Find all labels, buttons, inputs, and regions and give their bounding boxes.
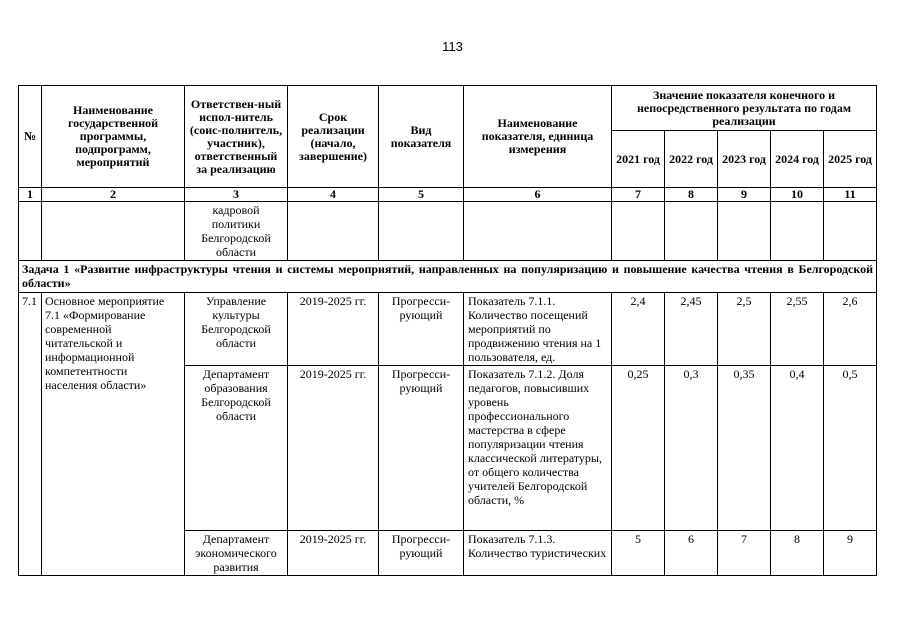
- responsible-cell: Управление культуры Белгородской области: [185, 293, 288, 366]
- task-row: [19, 261, 877, 293]
- column-number: 10: [771, 188, 824, 202]
- period-cell: 2019-2025 гг.: [288, 293, 379, 366]
- header-year: 2024 год: [771, 131, 824, 188]
- value-cell: 8: [771, 531, 824, 576]
- column-number: 2: [42, 188, 185, 202]
- responsible-cell: кадровой политики Белгородской области: [185, 202, 288, 261]
- column-number: 8: [665, 188, 718, 202]
- column-number: 3: [185, 188, 288, 202]
- indicator-cell: Показатель 7.1.1. Количество посещений мероприятий по продвижению чтения на 1 пользователя, ед.: [464, 293, 612, 366]
- value-cell: 0,5: [824, 366, 877, 531]
- type-cell: Прогресси-рующий: [379, 293, 464, 366]
- header-year: 2023 год: [718, 131, 771, 188]
- column-number: 6: [464, 188, 612, 202]
- column-number: 7: [612, 188, 665, 202]
- value-cell: 6: [665, 531, 718, 576]
- header-period: Срок реализации (начало, завершение): [288, 86, 379, 188]
- indicator-cell: Показатель 7.1.3. Количество туристических: [464, 531, 612, 576]
- continuation-row: [19, 202, 877, 261]
- header-year: 2025 год: [824, 131, 877, 188]
- responsible-cell: Департамент образования Белгородской области: [185, 366, 288, 531]
- header-row: [19, 86, 877, 131]
- header-program: Наименование государственной программы, подпрограмм, мероприятий: [42, 86, 185, 188]
- column-number: 5: [379, 188, 464, 202]
- header-year: 2021 год: [612, 131, 665, 188]
- indicator-cell: Показатель 7.1.2. Доля педагогов, повысивших уровень профессионального мастерства в сфере популяризации чтения классической литературы, от общего количества учителей Белгородской области, %: [464, 366, 612, 531]
- header-type: Вид показателя: [379, 86, 464, 188]
- indicators-table: [18, 85, 877, 576]
- value-cell: 2,55: [771, 293, 824, 366]
- period-cell: 2019-2025 гг.: [288, 531, 379, 576]
- responsible-cell: Департамент экономического развития: [185, 531, 288, 576]
- value-cell: 9: [824, 531, 877, 576]
- value-cell: 2,4: [612, 293, 665, 366]
- page-number: 113: [442, 39, 463, 54]
- column-numbers-row: [19, 188, 877, 202]
- column-number: 4: [288, 188, 379, 202]
- header-no: №: [19, 86, 42, 188]
- value-cell: 0,3: [665, 366, 718, 531]
- column-number: 11: [824, 188, 877, 202]
- header-responsible: Ответствен-ный испол-нитель (соис-полнитель, участник), ответственный за реализацию: [185, 86, 288, 188]
- value-cell: 7: [718, 531, 771, 576]
- measure-number: 7.1: [19, 293, 42, 576]
- value-cell: 5: [612, 531, 665, 576]
- value-cell: 0,4: [771, 366, 824, 531]
- table-row: [19, 293, 877, 366]
- task-title: Задача 1 «Развитие инфраструктуры чтения и системы мероприятий, направленных на популяризацию и повышение качества чтения в Белгородской области»: [19, 261, 877, 293]
- type-cell: Прогресси-рующий: [379, 531, 464, 576]
- measure-name: Основное мероприятие 7.1 «Формирование современной читательской и информационной компетентности населения области»: [42, 293, 185, 576]
- type-cell: Прогресси-рующий: [379, 366, 464, 531]
- value-cell: 2,45: [665, 293, 718, 366]
- value-cell: 0,25: [612, 366, 665, 531]
- column-number: 9: [718, 188, 771, 202]
- value-cell: 0,35: [718, 366, 771, 531]
- header-indicator: Наименование показателя, единица измерения: [464, 86, 612, 188]
- header-year: 2022 год: [665, 131, 718, 188]
- header-values-group: Значение показателя конечного и непосредственного результата по годам реализации: [612, 86, 877, 131]
- value-cell: 2,6: [824, 293, 877, 366]
- value-cell: 2,5: [718, 293, 771, 366]
- period-cell: 2019-2025 гг.: [288, 366, 379, 531]
- column-number: 1: [19, 188, 42, 202]
